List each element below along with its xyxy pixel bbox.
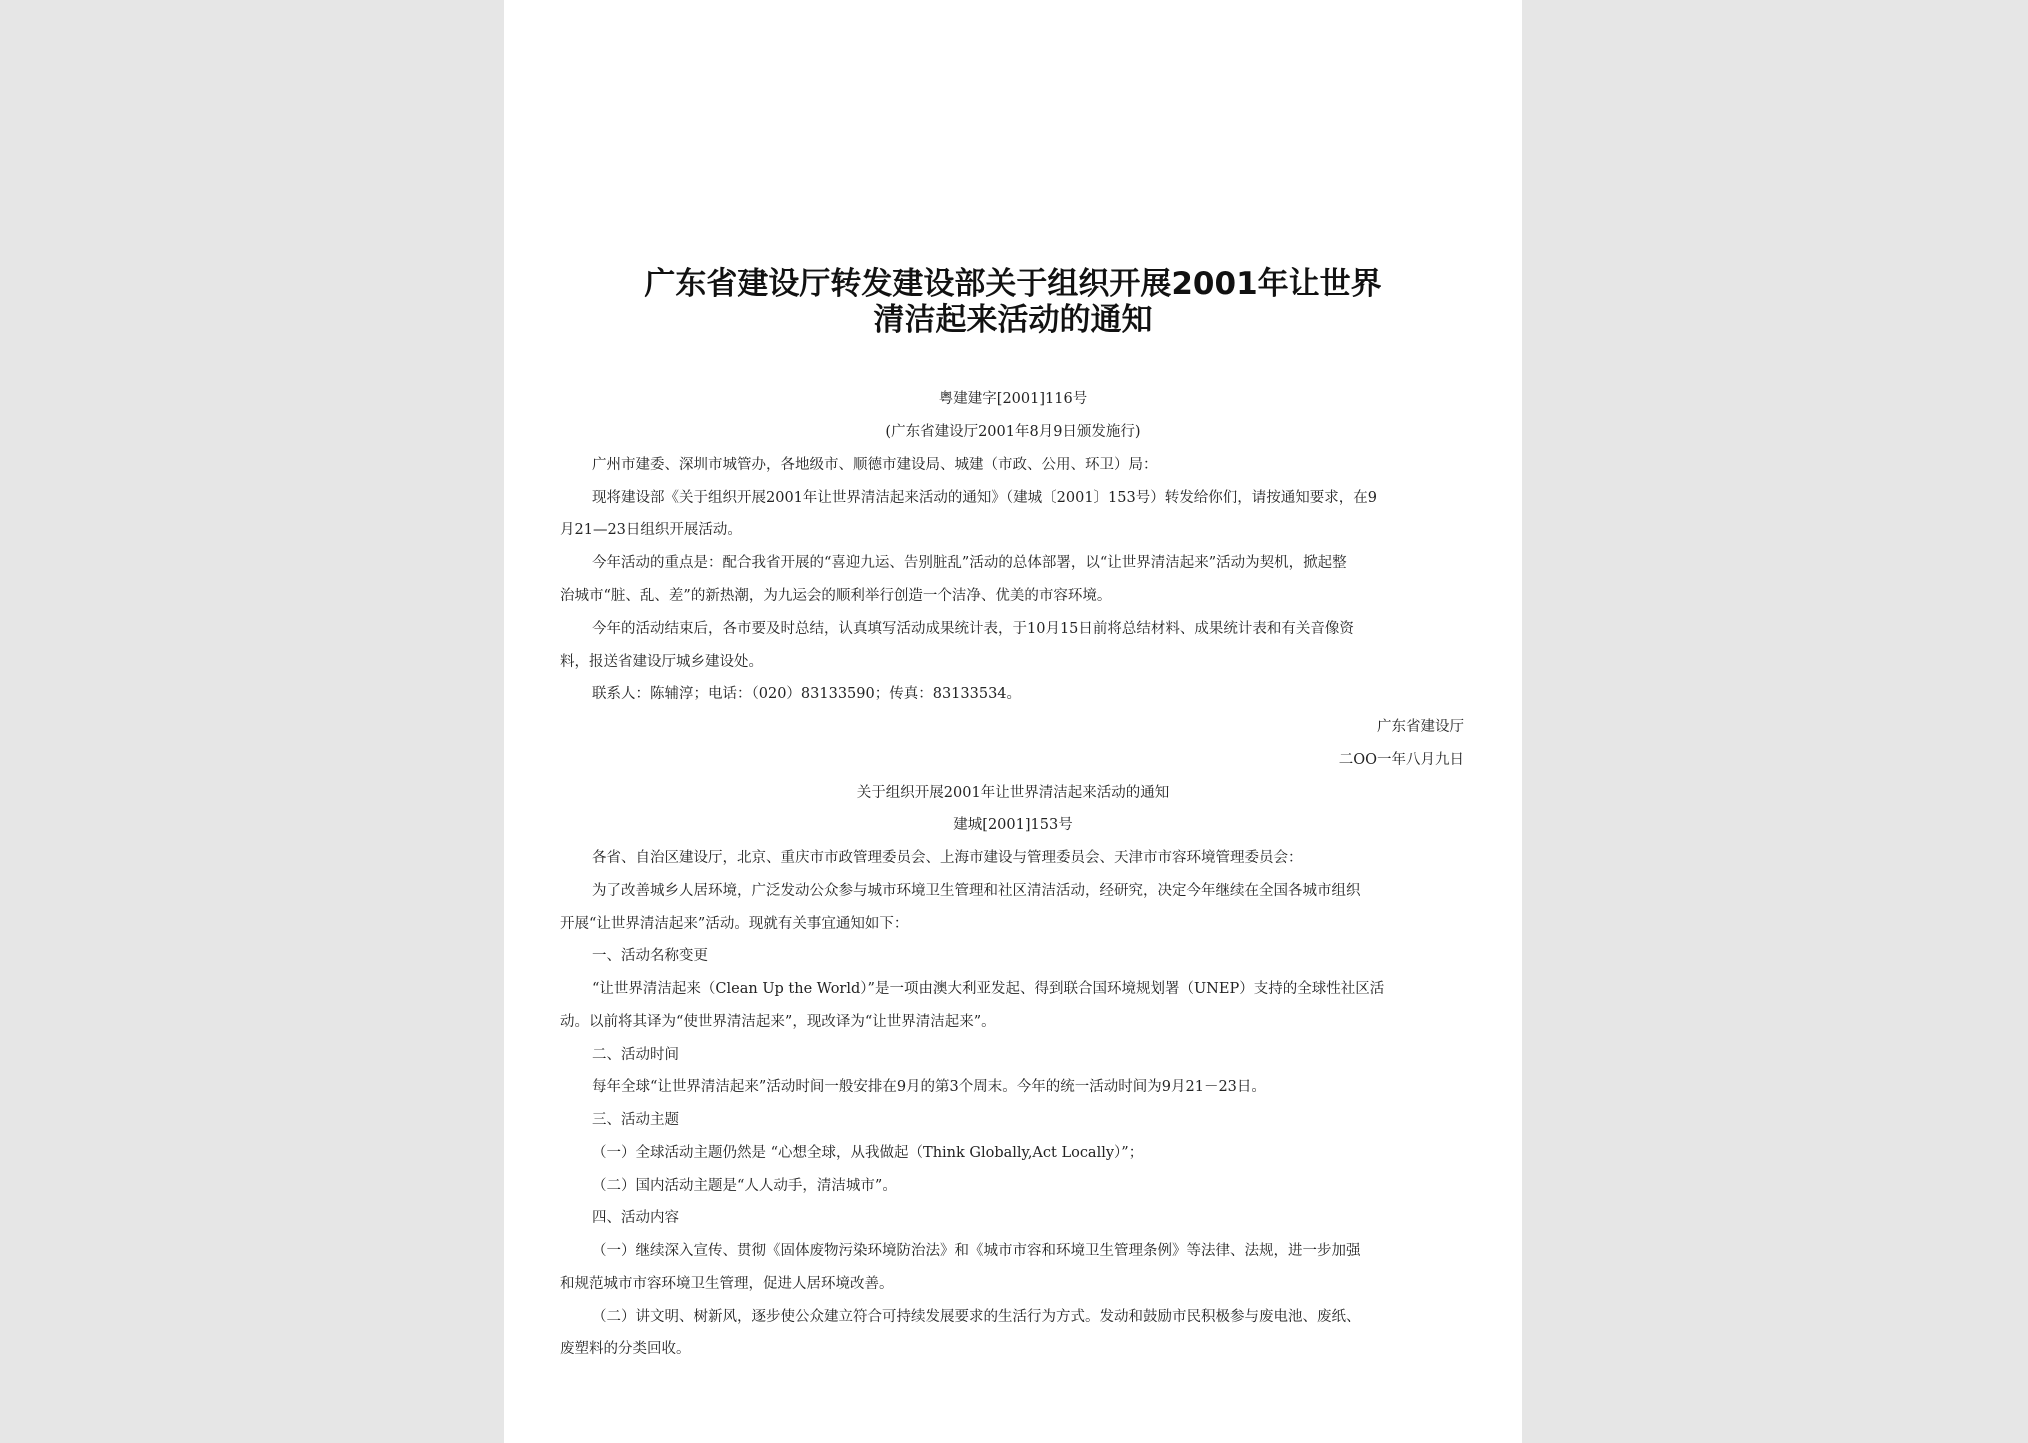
paragraph-2-line-2: 治城市“脏、乱、差”的新热潮，为九运会的顺利举行创造一个洁净、优美的市容环境。 <box>560 588 1112 604</box>
paragraph-3-line-2: 料，报送省建设厅城乡建设处。 <box>560 654 763 670</box>
signature-organization: 广东省建设厅 <box>1377 719 1464 735</box>
attached-addressee: 各省、自治区建设厅，北京、重庆市市政管理委员会、上海市建设与管理委员会、天津市市容环境管理委员会： <box>592 850 1303 866</box>
document-title-line1: 广东省建设厅转发建设部关于组织开展2001年让世界 <box>644 266 1382 302</box>
signature-date: 二OO一年八月九日 <box>1338 752 1464 768</box>
attached-notice-number: 建城[2001]153号 <box>953 817 1073 833</box>
paragraph-3-line-1: 今年的活动结束后，各市要及时总结，认真填写活动成果统计表，于10月15日前将总结材料、成果统计表和有关音像资 <box>592 621 1354 637</box>
section-2-text: 每年全球“让世界清洁起来”活动时间一般安排在9月的第3个周末。今年的统一活动时间为9月21－23日。 <box>592 1079 1266 1095</box>
content-item-2-line-2: 废塑料的分类回收。 <box>560 1341 691 1357</box>
content-item-1-line-2: 和规范城市市容环境卫生管理，促进人居环境改善。 <box>560 1276 894 1292</box>
section-intro-line-2: 开展“让世界清洁起来”活动。现就有关事宜通知如下： <box>560 916 909 932</box>
paragraph-1-line-2: 月21—23日组织开展活动。 <box>560 522 742 538</box>
paragraph-1-line-1: 现将建设部《关于组织开展2001年让世界清洁起来活动的通知》（建城〔2001〕153号）转发给你们，请按通知要求，在9 <box>592 490 1377 506</box>
document-number: 粤建建字[2001]116号 <box>938 391 1088 407</box>
document-title-line2: 清洁起来活动的通知 <box>873 302 1153 338</box>
paragraph-2-line-1: 今年活动的重点是：配合我省开展的“喜迎九运、告别脏乱”活动的总体部署，以“让世界清洁起来”活动为契机，掀起整 <box>592 555 1347 571</box>
addressee: 广州市建委、深圳市城管办，各地级市、顺德市建设局、城建（市政、公用、环卫）局： <box>592 457 1158 473</box>
content-item-2-line-1: （二）讲文明、树新风，逐步使公众建立符合可持续发展要求的生活行为方式。发动和鼓励市民积极参与废电池、废纸、 <box>592 1309 1361 1325</box>
theme-global: （一）全球活动主题仍然是 “心想全球，从我做起（Think Globally,Act Locally）”； <box>592 1145 1144 1161</box>
heading-1: 一、活动名称变更 <box>592 948 708 964</box>
attached-notice-title: 关于组织开展2001年让世界清洁起来活动的通知 <box>856 785 1170 801</box>
document-page <box>504 0 1522 1443</box>
heading-3: 三、活动主题 <box>592 1112 679 1128</box>
heading-4: 四、活动内容 <box>592 1210 679 1226</box>
section-1-line-2: 动。以前将其译为“使世界清洁起来”，现改译为“让世界清洁起来”。 <box>560 1014 996 1030</box>
heading-2: 二、活动时间 <box>592 1047 679 1063</box>
content-item-1-line-1: （一）继续深入宣传、贯彻《固体废物污染环境防治法》和《城市市容和环境卫生管理条例》等法律、法规，进一步加强 <box>592 1243 1361 1259</box>
issue-note: (广东省建设厅2001年8月9日颁发施行) <box>885 424 1141 440</box>
section-1-line-1: “让世界清洁起来（Clean Up the World）”是一项由澳大利亚发起、得到联合国环境规划署（UNEP）支持的全球性社区活 <box>592 981 1385 997</box>
section-intro-line-1: 为了改善城乡人居环境，广泛发动公众参与城市环境卫生管理和社区清洁活动，经研究，决定今年继续在全国各城市组织 <box>592 883 1361 899</box>
theme-domestic: （二）国内活动主题是“人人动手，清洁城市”。 <box>592 1178 897 1194</box>
contact-line: 联系人：陈辅淳；电话：（020）83133590；传真：83133534。 <box>592 686 1022 702</box>
